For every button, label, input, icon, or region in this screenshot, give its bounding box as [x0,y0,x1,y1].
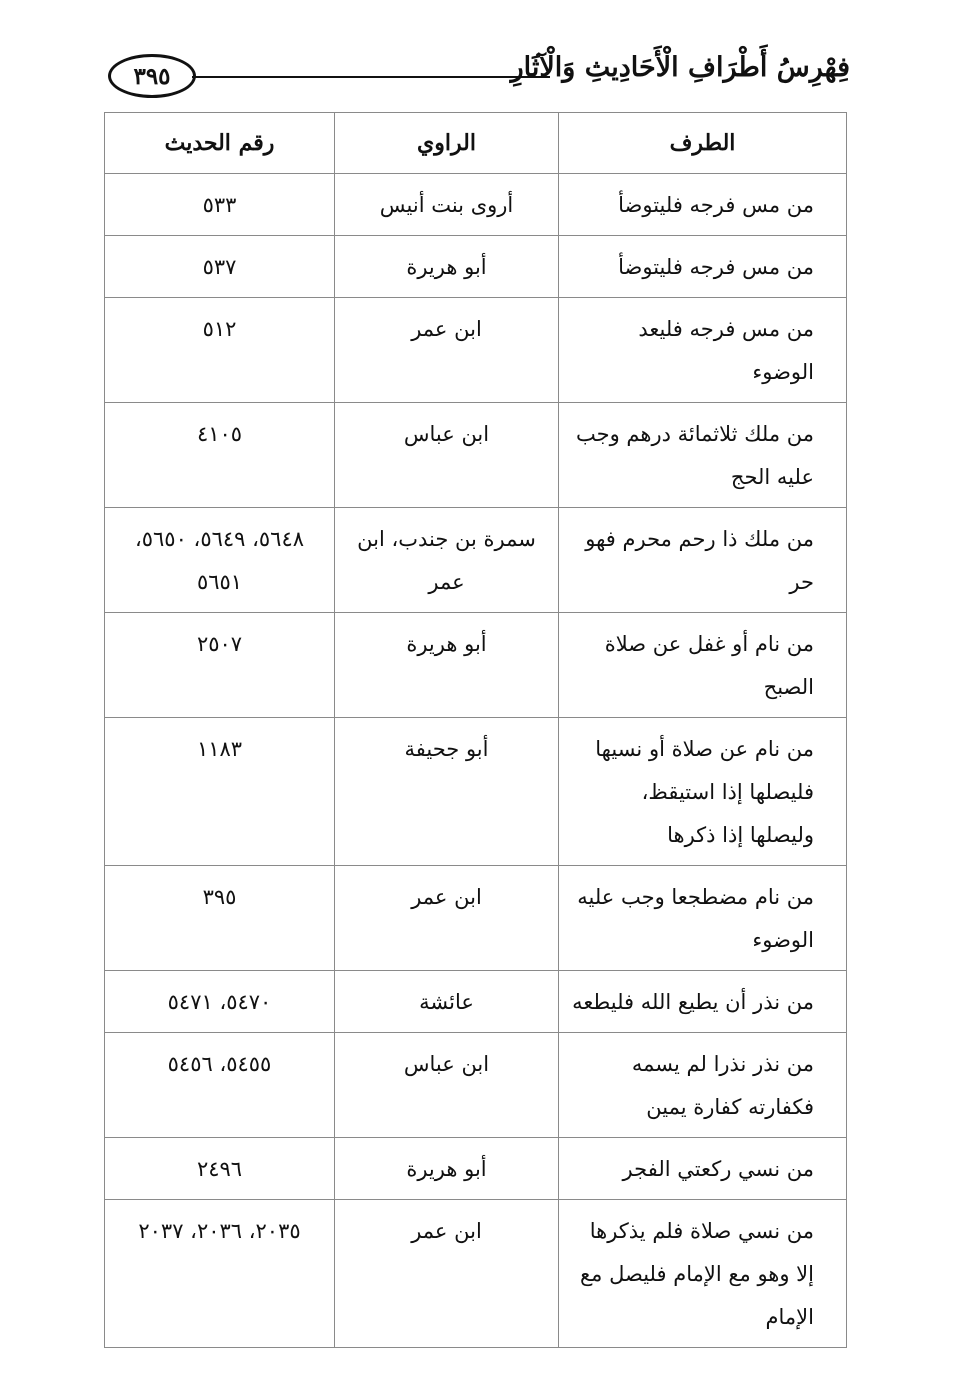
cell-hadith-number: ٥٦٤٨، ٥٦٤٩، ٥٦٥٠، ٥٦٥١ [105,508,335,613]
table-row [105,1138,847,1200]
page-number-badge: ٣٩٥ [108,54,196,98]
cell-tarf: من ملك ثلاثمائة درهم وجب عليه الحج [559,403,847,508]
cell-hadith-number: ٢٠٣٥، ٢٠٣٦، ٢٠٣٧ [105,1200,335,1348]
cell-tarf: من نام مضطجعا وجب عليه الوضوء [559,866,847,971]
column-header-number: رقم الحديث [105,113,335,174]
cell-tarf: من نذر نذرا لم يسمه فكفارته كفارة يمين [559,1033,847,1138]
table-header-row [105,113,847,174]
cell-rawi: أبو هريرة [335,236,559,298]
table-row [105,298,847,403]
table-row [105,174,847,236]
cell-rawi: ابن عباس [335,403,559,508]
cell-tarf: من نام أو غفل عن صلاة الصبح [559,613,847,718]
table-row [105,508,847,613]
header-rule [192,76,550,78]
cell-rawi: ابن عباس [335,1033,559,1138]
cell-tarf: من ملك ذا رحم محرم فهو حر [559,508,847,613]
cell-hadith-number: ١١٨٣ [105,718,335,866]
cell-rawi: ابن عمر [335,298,559,403]
cell-hadith-number: ٣٩٥ [105,866,335,971]
cell-hadith-number: ٢٤٩٦ [105,1138,335,1200]
cell-tarf: من مس فرجه فليتوضأ [559,236,847,298]
page-title: فِهْرِسُ أَطْرَافِ الْأَحَادِيثِ وَالْآثَارِ [510,52,850,83]
cell-tarf: من مس فرجه فليتوضأ [559,174,847,236]
cell-hadith-number: ٢٥٠٧ [105,613,335,718]
cell-rawi: أبو هريرة [335,613,559,718]
column-header-tarf: الطرف [559,113,847,174]
cell-tarf: من نسي ركعتي الفجر [559,1138,847,1200]
cell-rawi: أبو جحيفة [335,718,559,866]
table-row [105,866,847,971]
table-row [105,1033,847,1138]
table-row [105,236,847,298]
cell-hadith-number: ٥٣٧ [105,236,335,298]
table-row [105,613,847,718]
cell-rawi: أبو هريرة [335,1138,559,1200]
cell-hadith-number: ٥٣٣ [105,174,335,236]
table-row [105,403,847,508]
cell-rawi: سمرة بن جندب، ابن عمر [335,508,559,613]
cell-rawi: أروى بنت أنيس [335,174,559,236]
cell-rawi: عائشة [335,971,559,1033]
cell-tarf: من مس فرجه فليعد الوضوء [559,298,847,403]
cell-hadith-number: ٤١٠٥ [105,403,335,508]
hadith-index-table [104,112,847,1348]
cell-tarf: من نسي صلاة فلم يذكرها إلا وهو مع الإمام فليصل مع الإمام [559,1200,847,1348]
table-row [105,718,847,866]
cell-rawi: ابن عمر [335,1200,559,1348]
cell-hadith-number: ٥١٢ [105,298,335,403]
column-header-rawi: الراوي [335,113,559,174]
cell-tarf: من نذر أن يطيع الله فليطعه [559,971,847,1033]
cell-tarf: من نام عن صلاة أو نسيها فليصلها إذا استيقظ، وليصلها إذا ذكرها [559,718,847,866]
table-row [105,1200,847,1348]
page-header [104,48,850,100]
cell-rawi: ابن عمر [335,866,559,971]
table-row [105,971,847,1033]
cell-hadith-number: ٥٤٧٠، ٥٤٧١ [105,971,335,1033]
cell-hadith-number: ٥٤٥٥، ٥٤٥٦ [105,1033,335,1138]
